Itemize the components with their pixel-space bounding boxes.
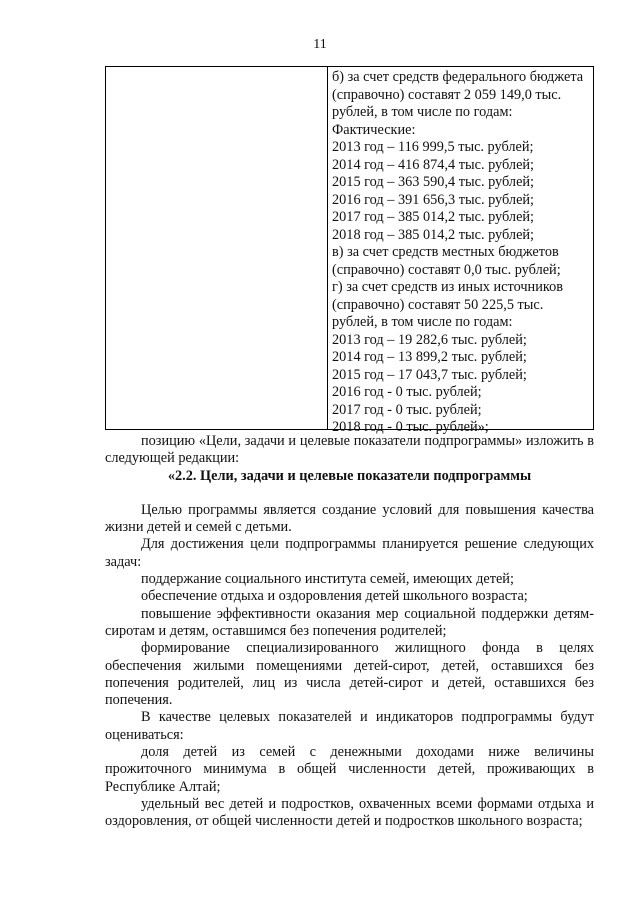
table-line: г) за счет средств из иных источников — [332, 279, 563, 295]
table-line: рублей, в том числе по годам: — [332, 314, 513, 330]
tasks-intro-paragraph: Для достижения цели подпрограммы планируется решение следующих задач: — [105, 536, 594, 570]
goal-paragraph: Целью программы является создание условий для повышения качества жизни детей и семей с детьми. — [105, 501, 594, 536]
task-item: повышение эффективности оказания мер социальной поддержки детям-сиротам и детям, оставшимся без попечения родителей; — [105, 605, 594, 639]
task-item: поддержание социального института семей, имеющих детей; — [141, 571, 514, 588]
spacer — [105, 485, 594, 502]
table-line: 2016 год - 0 тыс. рублей; — [332, 384, 482, 400]
subprogram-table — [105, 66, 594, 435]
indicators-intro-paragraph: В качестве целевых показателей и индикаторов подпрограммы будут оцениваться: — [105, 709, 594, 743]
table-left-cell — [106, 67, 328, 429]
table-line: 2014 год – 416 874,4 тыс. рублей; — [332, 156, 535, 173]
task-item: обеспечение отдыха и оздоровления детей школьного возраста; — [141, 588, 528, 605]
table-line: 2018 год - 0 тыс. рублей»; — [332, 419, 489, 435]
table-line: 2016 год – 391 656,3 тыс. рублей; — [332, 191, 535, 208]
document-body — [105, 433, 594, 831]
section-heading: «2.2. Цели, задачи и целевые показатели подпрограммы — [167, 467, 532, 484]
table-line: (справочно) составят 50 225,5 тыс. — [332, 296, 544, 313]
table-line: 2017 год – 385 014,2 тыс. рублей; — [332, 209, 535, 225]
table-line: 2018 год – 385 014,2 тыс. рублей; — [332, 226, 535, 243]
table-line: в) за счет средств местных бюджетов — [332, 244, 559, 260]
table-line: б) за счет средств федерального бюджета — [332, 69, 584, 85]
indicator-item: доля детей из семей с денежными доходами ниже величины прожиточного минимума в общей численности детей, проживающих в Республике Алтай; — [105, 744, 594, 795]
table-line: 2015 год – 363 590,4 тыс. рублей; — [332, 174, 535, 190]
table-line: Фактические: — [332, 121, 416, 138]
table-line: 2014 год – 13 899,2 тыс. рублей; — [332, 349, 527, 365]
position-paragraph: позицию «Цели, задачи и целевые показатели подпрограммы» изложить в следующей редакции: — [105, 433, 594, 467]
table-right-cell — [332, 69, 590, 437]
table-line: 2015 год – 17 043,7 тыс. рублей; — [332, 366, 527, 383]
table-line: (справочно) составят 0,0 тыс. рублей; — [332, 261, 561, 278]
table-line: 2013 год – 116 999,5 тыс. рублей; — [332, 139, 534, 155]
table-line: 2017 год - 0 тыс. рублей; — [332, 401, 482, 418]
task-item: формирование специализированного жилищного фонда в целях обеспечения жилыми помещениями детей-сирот, детей, оставшихся без попечения родителей, лиц из числа детей-сирот и детей, оставшихся без попечения. — [105, 640, 594, 709]
table-line: рублей, в том числе по годам: — [332, 104, 513, 120]
indicator-item: удельный вес детей и подростков, охваченных всеми формами отдыха и оздоровления, от общей численности детей и подростков школьного возраста; — [105, 795, 594, 830]
table-line: (справочно) составят 2 059 149,0 тыс. — [332, 86, 562, 103]
page-number: 11 — [313, 37, 327, 52]
table-line: 2013 год – 19 282,6 тыс. рублей; — [332, 331, 527, 348]
